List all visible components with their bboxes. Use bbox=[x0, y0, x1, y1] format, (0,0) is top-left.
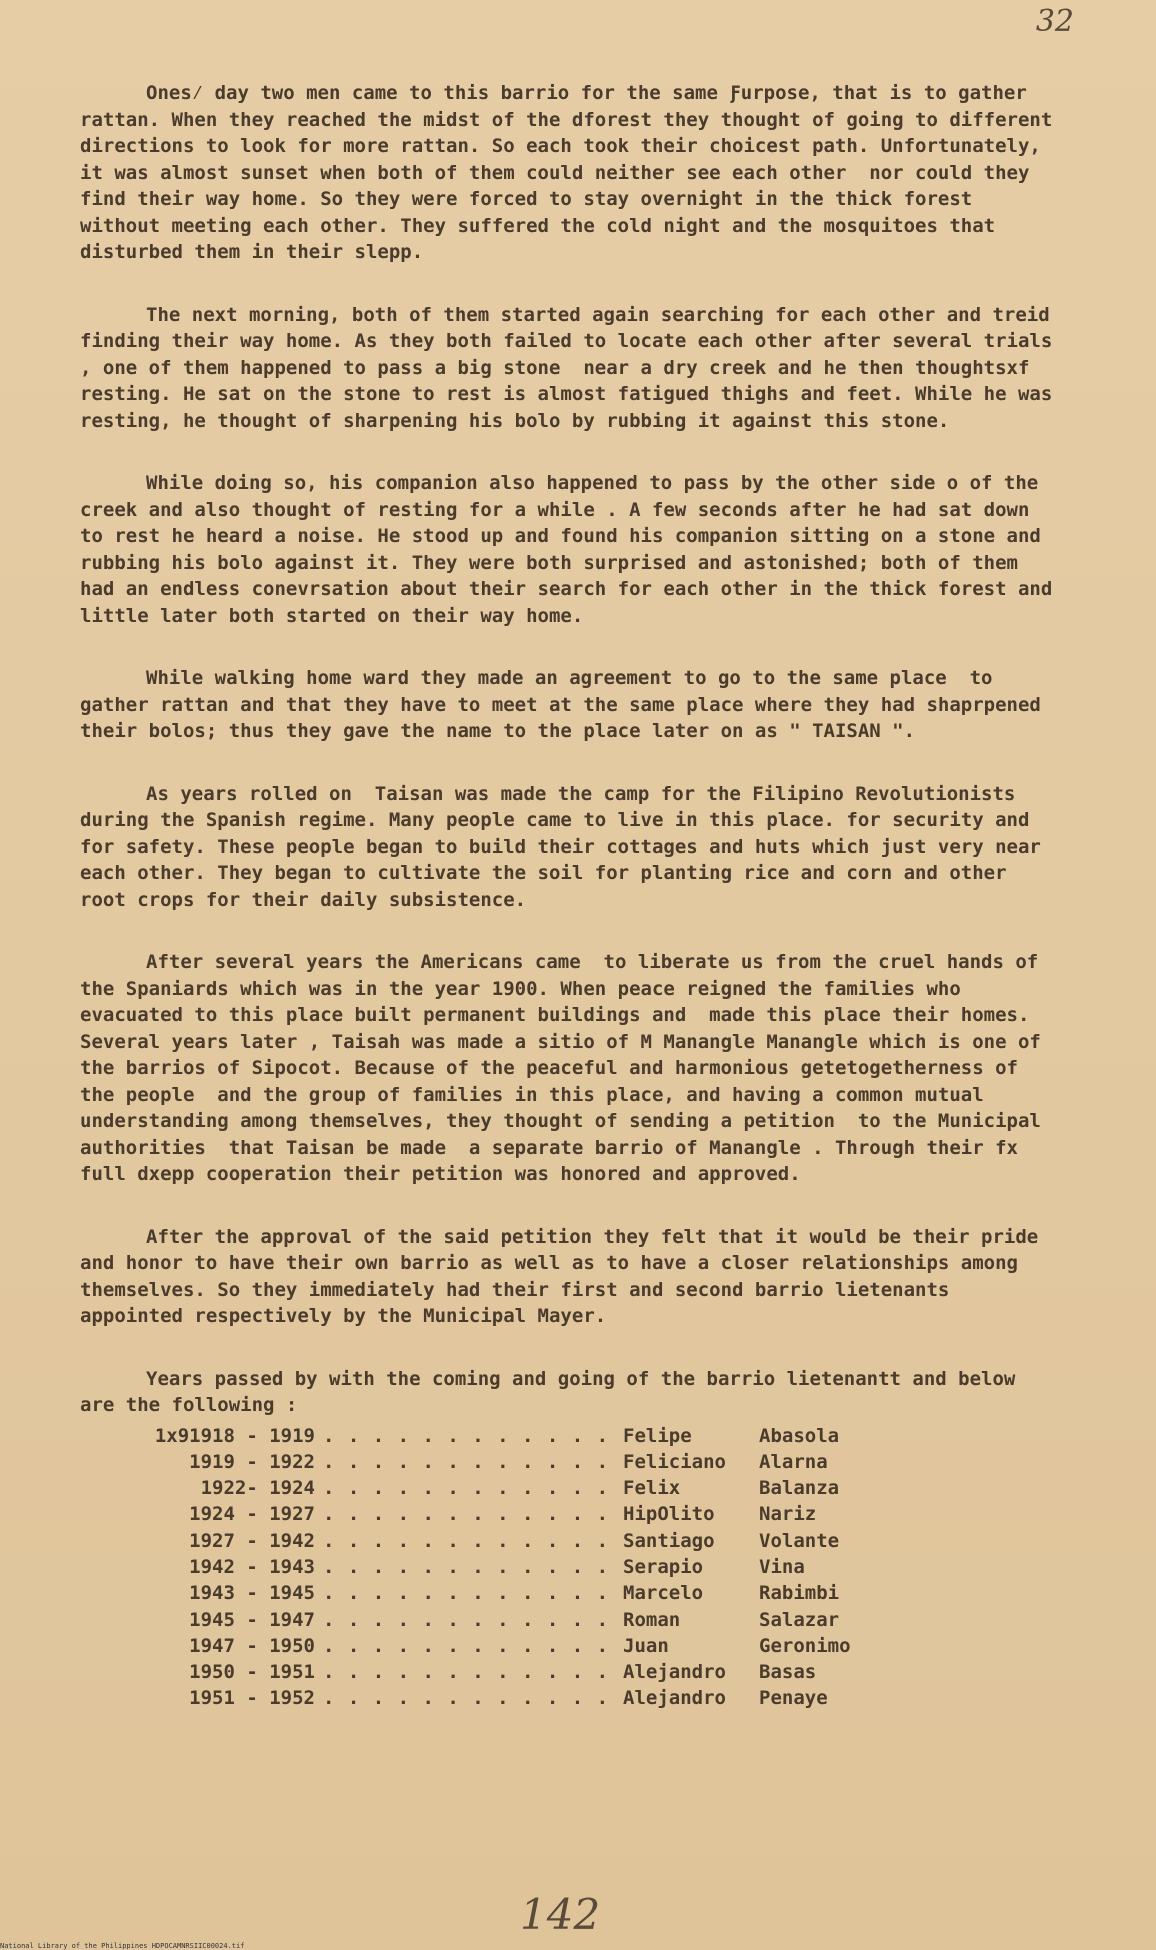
list-item: 1942 - 1943 . . . . . . . . . . . . Serapio Vina bbox=[189, 1555, 805, 1578]
list-item: 1943 - 1945 . . . . . . . . . . . . Marcelo Rabimbi bbox=[189, 1582, 840, 1605]
paragraph-6: After several years the Americans came to liberate us from the cruel hands of the Spaniards which was in the year 1900. When peace reigned the families who evacuated to this place built permanent buildings and made this place their homes. Several years later , Taisah was made a sitio of M Manangle Manangle which is one of the barrios of Sipocot. Because of the peaceful and harmonious getetogetherness of the people and the group of families in this place, and having a common mutual understanding among themselves, they thought of sending a petition to the Municipal authorities that Taisan be made a separate barrio of Manangle . Through their fx full dxepp cooperation their petition was honored and approved. bbox=[80, 951, 1053, 1185]
list-item: 1947 - 1950 . . . . . . . . . . . . Juan Geronimo bbox=[189, 1634, 851, 1657]
paragraph-2: The next morning, both of them started again searching for each other and treid finding their way home. As they both failed to locate each other after several trials , one of them happened to pass a big stone near a dry creek and he then thoughtsxf resting. He sat on the stone to rest is almost fatigued thighs and feet. While he was resting, he thought of sharpening his bolo by rubbing it against this stone. bbox=[80, 303, 1064, 432]
lieutenant-list bbox=[80, 1423, 1060, 1712]
handwritten-folio-number: 142 bbox=[520, 1890, 601, 1939]
list-item: 1927 - 1942 . . . . . . . . . . . . Santiago Volante bbox=[189, 1529, 840, 1552]
list-intro: Years passed by with the coming and going of the barrio lietenantt and below are the following : bbox=[80, 1367, 1016, 1416]
document-body bbox=[80, 80, 1064, 1712]
list-item: 1922- 1924 . . . . . . . . . . . . Felix Balanza bbox=[200, 1477, 840, 1500]
paragraph-4: While walking home ward they made an agreement to go to the same place to gather rattan and that they have to meet at the same place where they had shaprpened their bolos; thus they gave the name to the place later on as " TAISAN ". bbox=[80, 667, 1053, 742]
list-item: 1950 - 1951 . . . . . . . . . . . . Alejandro Basas bbox=[189, 1661, 817, 1684]
list-item: 1919 - 1922 . . . . . . . . . . . . Feliciano Alarna bbox=[189, 1450, 828, 1473]
paragraph-3: While doing so, his companion also happened to pass by the other side o of the creek and also thought of resting for a while . A few seconds after he had sat down to rest he heard a noise. He stood up and found his companion sitting on a stone and rubbing his bolo against it. They were both surprised and astonished; both of them had an endless conevrsation about their search for each other in the thick forest and little later both started on their way home. bbox=[80, 472, 1064, 627]
list-item: 1x91918 - 1919 . . . . . . . . . . . . Felipe Abasola bbox=[154, 1424, 840, 1447]
page-number: 32 bbox=[1035, 4, 1074, 39]
archive-footer: National Library of the Philippines HDPOCAMNRSIIC00024.tif bbox=[0, 1942, 245, 1950]
list-item: 1924 - 1927 . . . . . . . . . . . . HipOlito Nariz bbox=[189, 1503, 817, 1526]
list-item: 1951 - 1952 . . . . . . . . . . . . Alejandro Penaye bbox=[189, 1687, 828, 1710]
list-item: 1945 - 1947 . . . . . . . . . . . . Roman Salazar bbox=[189, 1608, 840, 1631]
paragraph-1: Ones⁄ day two men came to this barrio for the same Ƒurpose, that is to gather rattan. When they reached the midst of the dforest they thought of going to different directions to look for more rattan. So each took their choicest path. Unfortunately, it was almost sunset when both of them could neither see each other nor could they find their way home. So they were forced to stay overnight in the thick forest without meeting each other. They suffered the cold night and the mosquitoes that disturbed them in their slepp. bbox=[80, 82, 1064, 263]
paragraph-5: As years rolled on Taisan was made the camp for the Filipino Revolutionists during the Spanish regime. Many people came to live in this place. for security and for safety. These people began to build their cottages and huts which just very near each other. They began to cultivate the soil for planting rice and corn and other root crops for their daily subsistence. bbox=[80, 782, 1053, 911]
paragraph-7: After the approval of the said petition they felt that it would be their pride and honor to have their own barrio as well as to have a closer relationships among themselves. So they immediately had their first and second barrio lietenants appointed respectively by the Municipal Mayer. bbox=[80, 1225, 1050, 1327]
